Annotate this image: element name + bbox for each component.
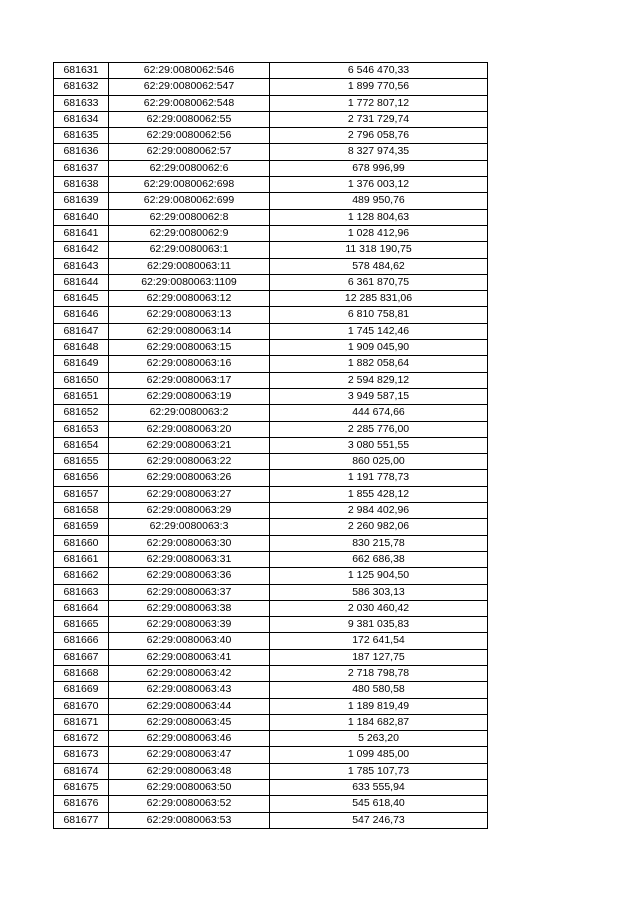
table-row [54,633,488,649]
row-number-cell: 681655 [54,454,109,470]
cadastral-value-cell: 662 686,38 [270,551,488,567]
cadastral-number-cell: 62:29:0080063:53 [109,812,270,828]
cadastral-number-cell: 62:29:0080063:16 [109,356,270,372]
cadastral-value-cell: 1 855 428,12 [270,486,488,502]
table-row [54,535,488,551]
row-number-cell: 681663 [54,584,109,600]
cadastral-value-cell: 444 674,66 [270,405,488,421]
cadastral-value-cell: 6 810 758,81 [270,307,488,323]
cadastral-number-cell: 62:29:0080062:56 [109,128,270,144]
cadastral-value-cell: 480 580,58 [270,682,488,698]
cadastral-number-cell: 62:29:0080063:45 [109,714,270,730]
cadastral-number-cell: 62:29:0080062:57 [109,144,270,160]
cadastral-value-cell: 3 949 587,15 [270,388,488,404]
table-row [54,160,488,176]
table-row [54,323,488,339]
table-row [54,665,488,681]
cadastral-value-cell: 1 191 778,73 [270,470,488,486]
table-row [54,437,488,453]
table-row [54,486,488,502]
cadastral-value-cell: 1 899 770,56 [270,79,488,95]
cadastral-number-cell: 62:29:0080063:2 [109,405,270,421]
row-number-cell: 681641 [54,225,109,241]
row-number-cell: 681650 [54,372,109,388]
cadastral-number-cell: 62:29:0080063:50 [109,780,270,796]
row-number-cell: 681656 [54,470,109,486]
row-number-cell: 681661 [54,551,109,567]
row-number-cell: 681669 [54,682,109,698]
row-number-cell: 681645 [54,291,109,307]
row-number-cell: 681644 [54,274,109,290]
row-number-cell: 681642 [54,242,109,258]
cadastral-number-cell: 62:29:0080063:37 [109,584,270,600]
row-number-cell: 681667 [54,649,109,665]
table-row [54,340,488,356]
table-row [54,421,488,437]
row-number-cell: 681649 [54,356,109,372]
cadastral-number-cell: 62:29:0080063:27 [109,486,270,502]
row-number-cell: 681662 [54,568,109,584]
cadastral-value-cell: 545 618,40 [270,796,488,812]
cadastral-number-cell: 62:29:0080062:55 [109,111,270,127]
cadastral-value-cell: 547 246,73 [270,812,488,828]
cadastral-value-cell: 1 785 107,73 [270,763,488,779]
cadastral-number-cell: 62:29:0080063:1 [109,242,270,258]
cadastral-number-cell: 62:29:0080063:42 [109,665,270,681]
cadastral-value-cell: 830 215,78 [270,535,488,551]
cadastral-number-cell: 62:29:0080063:30 [109,535,270,551]
cadastral-value-cell: 172 641,54 [270,633,488,649]
row-number-cell: 681636 [54,144,109,160]
cadastral-number-cell: 62:29:0080063:48 [109,763,270,779]
cadastral-number-cell: 62:29:0080062:6 [109,160,270,176]
table-row [54,209,488,225]
table-row [54,649,488,665]
table-row [54,291,488,307]
row-number-cell: 681654 [54,437,109,453]
cadastral-number-cell: 62:29:0080063:52 [109,796,270,812]
row-number-cell: 681638 [54,177,109,193]
cadastral-number-cell: 62:29:0080063:46 [109,731,270,747]
table-row [54,128,488,144]
cadastral-value-cell: 1 189 819,49 [270,698,488,714]
row-number-cell: 681659 [54,519,109,535]
row-number-cell: 681657 [54,486,109,502]
table-row [54,503,488,519]
cadastral-value-cell: 1 772 807,12 [270,95,488,111]
cadastral-number-cell: 62:29:0080063:13 [109,307,270,323]
table-row [54,193,488,209]
table-row [54,274,488,290]
table-row [54,225,488,241]
cadastral-value-cell: 1 128 804,63 [270,209,488,225]
table-row [54,763,488,779]
row-number-cell: 681647 [54,323,109,339]
cadastral-number-cell: 62:29:0080063:1109 [109,274,270,290]
row-number-cell: 681632 [54,79,109,95]
cadastral-number-cell: 62:29:0080063:19 [109,388,270,404]
cadastral-value-cell: 11 318 190,75 [270,242,488,258]
cadastral-value-cell: 860 025,00 [270,454,488,470]
cadastral-value-cell: 2 796 058,76 [270,128,488,144]
cadastral-value-cell: 2 984 402,96 [270,503,488,519]
table-row [54,258,488,274]
table-row [54,405,488,421]
table-row [54,584,488,600]
row-number-cell: 681640 [54,209,109,225]
cadastral-value-cell: 9 381 035,83 [270,617,488,633]
cadastral-number-cell: 62:29:0080063:39 [109,617,270,633]
cadastral-number-cell: 62:29:0080062:546 [109,63,270,79]
row-number-cell: 681635 [54,128,109,144]
cadastral-value-cell: 1 745 142,46 [270,323,488,339]
cadastral-number-cell: 62:29:0080063:17 [109,372,270,388]
cadastral-value-cell: 2 718 798,78 [270,665,488,681]
cadastral-value-cell: 2 260 982,06 [270,519,488,535]
cadastral-value-cell: 1 099 485,00 [270,747,488,763]
table-row [54,111,488,127]
cadastral-value-cell: 1 909 045,90 [270,340,488,356]
cadastral-value-cell: 2 731 729,74 [270,111,488,127]
cadastral-number-cell: 62:29:0080063:22 [109,454,270,470]
cadastral-value-cell: 1 184 682,87 [270,714,488,730]
table-body [54,63,488,829]
cadastral-number-cell: 62:29:0080063:20 [109,421,270,437]
cadastral-number-cell: 62:29:0080062:547 [109,79,270,95]
table-row [54,242,488,258]
table-row [54,356,488,372]
table-row [54,144,488,160]
row-number-cell: 681676 [54,796,109,812]
cadastral-number-cell: 62:29:0080063:36 [109,568,270,584]
row-number-cell: 681677 [54,812,109,828]
cadastral-value-cell: 1 882 058,64 [270,356,488,372]
row-number-cell: 681660 [54,535,109,551]
cadastral-value-cell: 187 127,75 [270,649,488,665]
table-row [54,63,488,79]
row-number-cell: 681664 [54,600,109,616]
table-row [54,95,488,111]
cadastral-number-cell: 62:29:0080063:43 [109,682,270,698]
row-number-cell: 681672 [54,731,109,747]
row-number-cell: 681673 [54,747,109,763]
cadastral-number-cell: 62:29:0080063:14 [109,323,270,339]
cadastral-number-cell: 62:29:0080063:47 [109,747,270,763]
table-row [54,600,488,616]
table-row [54,470,488,486]
table-row [54,177,488,193]
row-number-cell: 681652 [54,405,109,421]
cadastral-value-table [53,62,488,829]
cadastral-value-cell: 6 361 870,75 [270,274,488,290]
cadastral-number-cell: 62:29:0080062:698 [109,177,270,193]
cadastral-value-cell: 6 546 470,33 [270,63,488,79]
cadastral-number-cell: 62:29:0080063:12 [109,291,270,307]
cadastral-value-cell: 1 376 003,12 [270,177,488,193]
cadastral-number-cell: 62:29:0080062:9 [109,225,270,241]
row-number-cell: 681643 [54,258,109,274]
cadastral-number-cell: 62:29:0080062:699 [109,193,270,209]
cadastral-value-cell: 5 263,20 [270,731,488,747]
cadastral-number-cell: 62:29:0080062:8 [109,209,270,225]
cadastral-number-cell: 62:29:0080062:548 [109,95,270,111]
row-number-cell: 681634 [54,111,109,127]
table-row [54,454,488,470]
table-row [54,551,488,567]
table-row [54,568,488,584]
cadastral-number-cell: 62:29:0080063:44 [109,698,270,714]
cadastral-value-cell: 586 303,13 [270,584,488,600]
table-row [54,780,488,796]
cadastral-number-cell: 62:29:0080063:38 [109,600,270,616]
cadastral-number-cell: 62:29:0080063:40 [109,633,270,649]
row-number-cell: 681651 [54,388,109,404]
row-number-cell: 681633 [54,95,109,111]
cadastral-value-cell: 8 327 974,35 [270,144,488,160]
table-row [54,617,488,633]
cadastral-number-cell: 62:29:0080063:29 [109,503,270,519]
cadastral-value-cell: 2 030 460,42 [270,600,488,616]
row-number-cell: 681653 [54,421,109,437]
table-row [54,79,488,95]
table-row [54,731,488,747]
cadastral-number-cell: 62:29:0080063:31 [109,551,270,567]
cadastral-value-cell: 1 125 904,50 [270,568,488,584]
table-row [54,307,488,323]
cadastral-value-cell: 2 285 776,00 [270,421,488,437]
row-number-cell: 681648 [54,340,109,356]
cadastral-value-cell: 12 285 831,06 [270,291,488,307]
table-row [54,812,488,828]
row-number-cell: 681668 [54,665,109,681]
cadastral-number-cell: 62:29:0080063:3 [109,519,270,535]
table-row [54,519,488,535]
table-row [54,698,488,714]
cadastral-number-cell: 62:29:0080063:41 [109,649,270,665]
row-number-cell: 681639 [54,193,109,209]
row-number-cell: 681675 [54,780,109,796]
cadastral-number-cell: 62:29:0080063:11 [109,258,270,274]
row-number-cell: 681670 [54,698,109,714]
cadastral-number-cell: 62:29:0080063:26 [109,470,270,486]
cadastral-number-cell: 62:29:0080063:15 [109,340,270,356]
row-number-cell: 681637 [54,160,109,176]
table-row [54,388,488,404]
cadastral-value-cell: 578 484,62 [270,258,488,274]
cadastral-value-cell: 2 594 829,12 [270,372,488,388]
table-row [54,372,488,388]
row-number-cell: 681674 [54,763,109,779]
row-number-cell: 681665 [54,617,109,633]
row-number-cell: 681658 [54,503,109,519]
cadastral-value-cell: 1 028 412,96 [270,225,488,241]
row-number-cell: 681671 [54,714,109,730]
cadastral-number-cell: 62:29:0080063:21 [109,437,270,453]
table-row [54,747,488,763]
cadastral-value-cell: 489 950,76 [270,193,488,209]
table-row [54,682,488,698]
cadastral-value-cell: 3 080 551,55 [270,437,488,453]
cadastral-value-cell: 678 996,99 [270,160,488,176]
row-number-cell: 681666 [54,633,109,649]
cadastral-value-cell: 633 555,94 [270,780,488,796]
table-row [54,714,488,730]
row-number-cell: 681631 [54,63,109,79]
table-row [54,796,488,812]
row-number-cell: 681646 [54,307,109,323]
